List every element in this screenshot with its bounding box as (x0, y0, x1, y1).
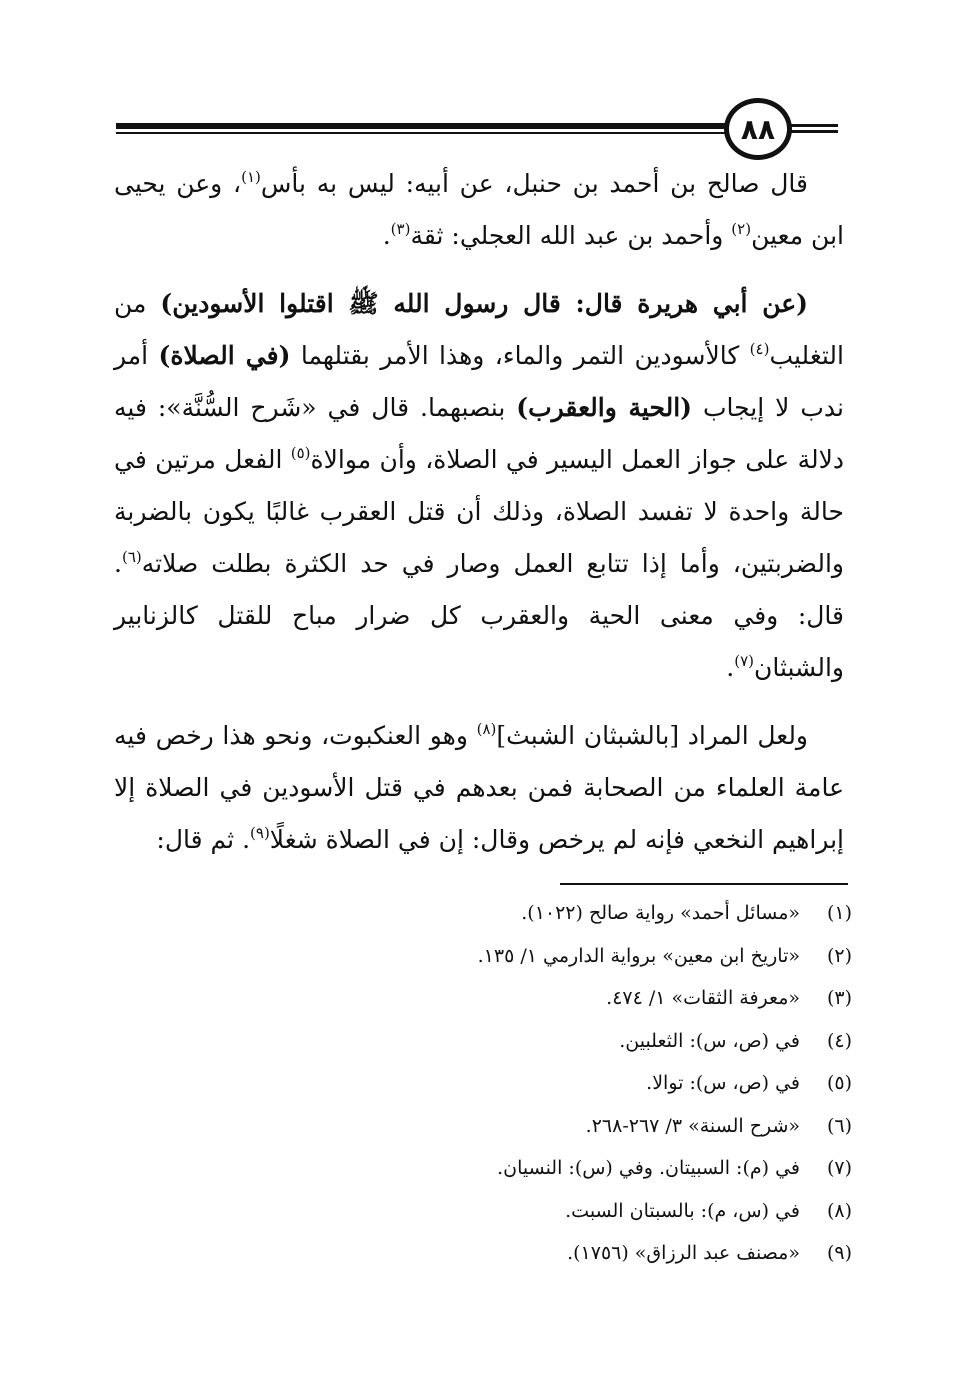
footnote-text: في (م): السبيتان. وفي (س): النسيان. (497, 1157, 800, 1179)
footnote-text: في (س، م): بالسبتان السبت. (565, 1199, 800, 1222)
footnote-ref: (٦) (121, 548, 142, 566)
footnote-text: في (ص، س): توالا. (646, 1072, 800, 1094)
text-run: قال صالح بن أحمد بن حنبل، عن أبيه: ليس به بأس (260, 169, 808, 198)
footnote (300, 977, 852, 1020)
header-ornament-tail (786, 124, 838, 133)
footnote-number: (٨) (826, 1199, 852, 1222)
paragraph (114, 710, 844, 866)
footnote-text: «شرح السنة» ٣/ ٢٦٧-٢٦٨. (585, 1114, 800, 1137)
footnote-ref: (٥) (290, 444, 311, 462)
text-run: بنصبهما. قال في «شَرح السُّنَّة»: فيه دلالة على جواز العمل اليسير في الصلاة، وأن موالاة (114, 393, 844, 474)
text-run: . ثم قال: (156, 825, 251, 854)
footnote (300, 1105, 852, 1148)
footnote (300, 1062, 852, 1105)
paragraph (114, 278, 844, 694)
text-run: ، وعن يحيى ابن معين (114, 169, 844, 250)
text-run: . (726, 653, 735, 682)
text-run: . (382, 221, 391, 250)
text-run: . قال: وفي معنى الحية والعقرب كل ضرار مباح للقتل كالزنابير والشبثان (114, 549, 844, 682)
footnote-text: في (ص، س): الثعلبين. (619, 1029, 800, 1052)
footnote-text: «مصنف عبد الرزاق» (١٧٥٦). (567, 1242, 800, 1264)
footnote-number: (٤) (826, 1029, 852, 1052)
text-run: من التغليب (114, 289, 844, 370)
text-run: ولعل المراد [بالشبثان الشبث] (496, 721, 809, 750)
footnote (300, 1190, 852, 1233)
footnotes (300, 892, 852, 1275)
footnote-ref: (٢) (731, 220, 752, 238)
footnote-text: «معرفة الثقات» ١/ ٤٧٤. (606, 987, 800, 1009)
footnote-number: (٢) (826, 944, 852, 967)
header-rule-thick (116, 123, 726, 129)
footnote-ref: (٧) (734, 652, 754, 670)
footnote-ref: (١) (241, 168, 261, 186)
footnote-separator (560, 883, 848, 885)
bold-text: (عن أبي هريرة قال: قال رسول الله ﷺ اقتلوا الأسودين) (160, 289, 808, 318)
text-run: كالأسودين التمر والماء، وهذا الأمر بقتلهما (290, 341, 750, 370)
footnote-text: «تاريخ ابن معين» برواية الدارمي ١/ ١٣٥. (477, 944, 800, 967)
paragraph (114, 158, 844, 262)
footnote-number: (٦) (826, 1114, 852, 1137)
text-run: أمر ندب لا إيجاب (114, 341, 844, 422)
footnote-ref: (٨) (476, 720, 497, 738)
footnote-ref: (٩) (250, 824, 270, 842)
footnote-number: (٩) (826, 1242, 852, 1264)
text-run: وأحمد بن عبد الله العجلي: ثقة (410, 221, 732, 250)
bold-text: (في الصلاة) (158, 341, 291, 370)
footnote-number: (٥) (826, 1072, 852, 1094)
footnote-number: (١) (826, 902, 852, 924)
footnote (300, 1020, 852, 1063)
main-text (114, 158, 844, 882)
footnote-number: (٧) (826, 1157, 852, 1179)
footnote (300, 1147, 852, 1190)
text-run: وهو العنكبوت، ونحو هذا رخص فيه عامة العلماء من الصحابة فمن بعدهم في قتل الأسودين في الصلاة إلا إبراهيم النخعي فإنه لم يرخص وقال: إن في الصلاة شغلًا (114, 721, 844, 854)
bold-text: (الحية والعقرب) (516, 393, 692, 422)
text-run: الفعل مرتين في حالة واحدة لا تفسد الصلاة، وذلك أن قتل العقرب غالبًا يكون بالضربة والضربتين، وأما إذا تتابع العمل وصار في حد الكثرة بطلت صلاته (114, 445, 844, 578)
footnote (300, 1232, 852, 1275)
header-rule-thin (116, 132, 726, 134)
footnote-text: «مسائل أحمد» رواية صالح (١٠٢٢). (521, 902, 800, 924)
page-number: ٨٨ (724, 98, 792, 160)
header-rule (116, 123, 726, 135)
footnote-ref: (٣) (390, 220, 411, 238)
footnote-number: (٣) (826, 987, 852, 1009)
footnote-ref: (٤) (749, 340, 770, 358)
footnote (300, 892, 852, 935)
footnote (300, 935, 852, 978)
